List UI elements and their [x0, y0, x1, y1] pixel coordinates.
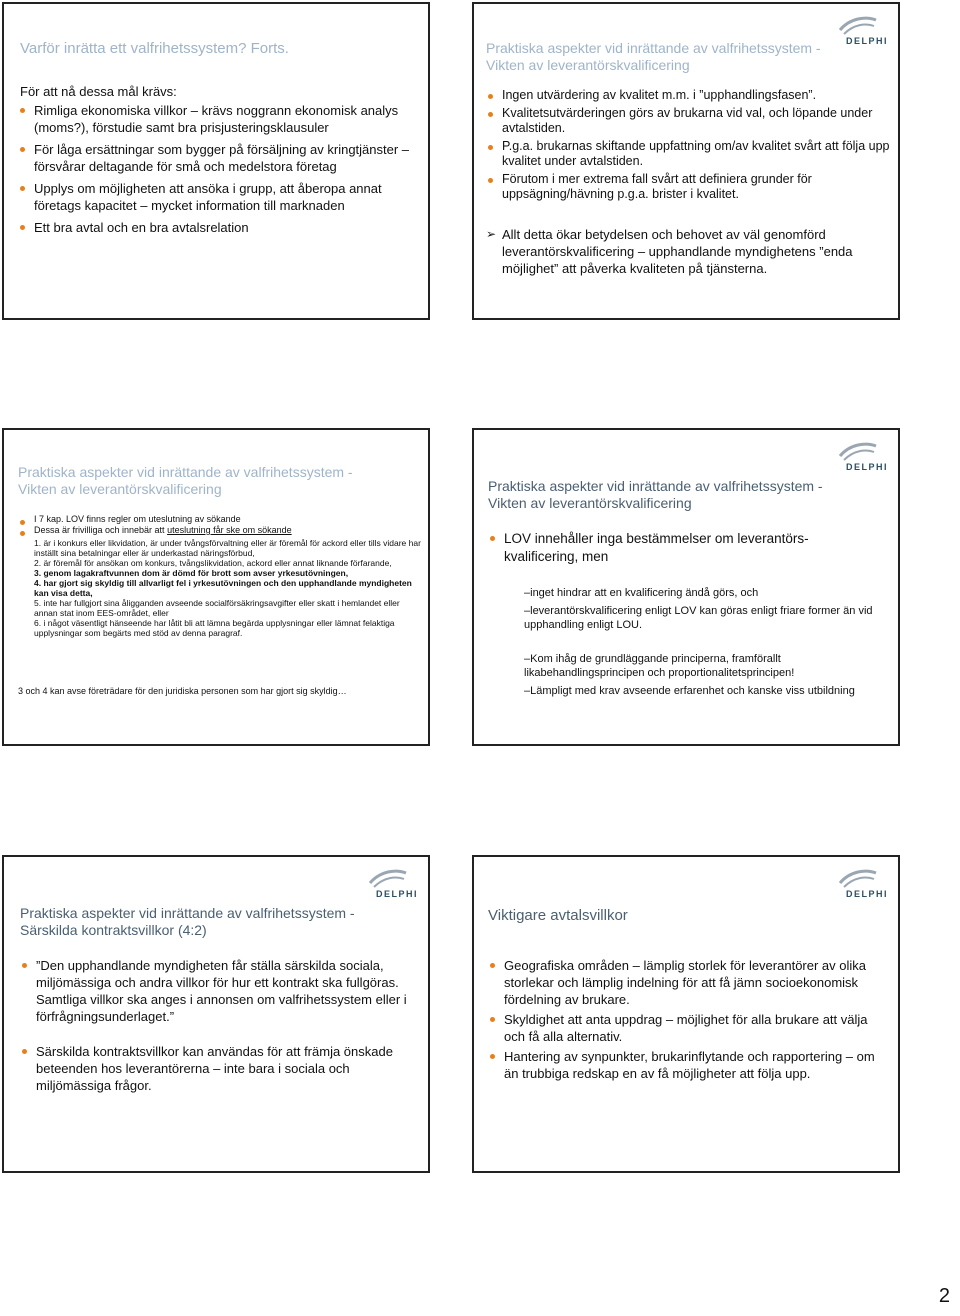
slide-title: [20, 905, 355, 939]
list-item: Kvalitetsutvärderingen görs av brukarna vid val, och löpande under avtalstiden.: [486, 106, 892, 136]
list-item: LOV innehåller inga bestämmelser om leverantörs-kvalificering, men: [488, 530, 838, 566]
list-item: – Kom ihåg de grundläggande principerna, framförallt likabehandlingsprincipen och proportionalitetsprincipen!: [498, 652, 888, 680]
list-item: 3. genom lagakraftvunnen dom är dömd för brott som avser yrkesutövningen,: [34, 568, 349, 578]
delphi-logo: [828, 867, 888, 907]
list-item: Särskilda kontraktsvillkor kan användas för att främja önskade beteenden hos leverantörerna – inte bara i sociala och miljömässiga frågor.: [20, 1043, 420, 1094]
slide-1: [2, 2, 430, 320]
list-item: 1. är i konkurs eller likvidation, är under tvångsförvaltning eller är föremål för ackord eller tills vidare har inställt sina betalningar eller är underkastad näringsförbud,: [34, 538, 421, 558]
list-item-text: Dessa är frivilliga och innebär att: [34, 525, 168, 535]
delphi-logo: [828, 14, 888, 54]
slide-6: [472, 855, 900, 1173]
bullet-list: [18, 102, 420, 236]
delphi-logo: [828, 440, 888, 480]
list-item: Skyldighet att anta uppdrag – möjlighet för alla brukare att välja och få alla alternativ.: [488, 1011, 888, 1045]
list-item: Ingen utvärdering av kvalitet m.m. i ”upphandlingsfasen”.: [486, 88, 892, 103]
slide-2: [472, 2, 900, 320]
bullet-list: [488, 530, 838, 566]
slide-title: [486, 40, 821, 74]
slide-intro: För att nå dessa mål krävs:: [20, 84, 177, 99]
point-list: [34, 538, 422, 638]
bullet-list: [488, 957, 888, 1082]
slide-title: Varför inrätta ett valfrihetssystem? Forts.: [20, 40, 289, 57]
list-item: – inget hindrar att en kvalificering ändå görs, och: [498, 586, 888, 600]
list-item: Förutom i mer extrema fall svårt att definiera grunder för uppsägning/hävning p.g.a. brister i kvalitet.: [486, 172, 892, 202]
list-item: P.g.a. brukarnas skiftande uppfattning om/av kvalitet svårt att följa upp kvalitet under avtalstiden.: [486, 139, 892, 169]
list-item: – Lämpligt med krav avseende erfarenhet och kanske viss utbildning: [498, 684, 888, 698]
title-line-2: Vikten av leverantörskvalificering: [18, 481, 222, 497]
list-item: Upplys om möjligheten att ansöka i grupp, att åberopa annat företags kapacitet – mycket information till marknaden: [18, 180, 420, 214]
list-item-underlined: uteslutning får ske om sökande: [167, 525, 292, 535]
bullet-list: [20, 957, 420, 1094]
logo-text: DELPHI: [375, 889, 418, 899]
list-item: Rimliga ekonomiska villkor – krävs noggrann ekonomisk analys (moms?), förstudie samt bra prisjusteringsklausuler: [18, 102, 420, 136]
list-item: Hantering av synpunkter, brukarinflytande och rapportering – om än trubbiga redskap en av få möjligheter att följa upp.: [488, 1048, 888, 1082]
title-line-1: Praktiska aspekter vid inrättande av valfrihetssystem -: [20, 905, 355, 921]
delphi-swirl-icon: [836, 14, 880, 36]
list-item: Geografiska områden – lämplig storlek för leverantörer av olika storlekar och lämplig indelning för att få jämn socioekonomisk fördelning av brukare.: [488, 957, 888, 1008]
delphi-swirl-icon: [836, 867, 880, 889]
slide-3: [2, 428, 430, 746]
title-line-2: Vikten av leverantörskvalificering: [488, 495, 692, 511]
slide-title: Viktigare avtalsvillkor: [488, 907, 628, 924]
title-line-1: Praktiska aspekter vid inrättande av valfrihetssystem -: [18, 464, 353, 480]
slide-footer: 3 och 4 kan avse företrädare för den juridiska personen som har gjort sig skyldig…: [18, 686, 347, 696]
list-item: 2. är föremål för ansökan om konkurs, tvångslikvidation, ackord eller annat liknande förfarande,: [34, 558, 392, 568]
list-item: ”Den upphandlande myndigheten får ställa särskilda sociala, miljömässiga och andra villkor för hur ett kontrakt ska fullgöras. Samtliga villkor ska anges i annonsen om valfrihetssystem eller i förfrågningsunderlaget.”: [20, 957, 420, 1025]
list-item: För låga ersättningar som bygger på försäljning av kringtjänster – försvårar deltagande för små och medelstora företag: [18, 141, 420, 175]
bullet-list: [18, 514, 422, 536]
list-item: 6. i något väsentligt hänseende har låtit bli att lämna begärda upplysningar eller lämnat felaktiga upplysningar som begärts med stöd av denna paragraf.: [34, 618, 395, 638]
list-item: Ett bra avtal och en bra avtalsrelation: [18, 219, 420, 236]
slide-title: [18, 464, 353, 498]
slide-title: [488, 478, 823, 512]
conclusion-text: ➢ Allt detta ökar betydelsen och behovet av väl genomförd leverantörskvalificering – upphandlande myndighetens ”enda möjlighet” att påverka kvaliteten på tjänsterna.: [486, 226, 900, 277]
title-line-1: Praktiska aspekter vid inrättande av valfrihetssystem -: [488, 478, 823, 494]
delphi-swirl-icon: [836, 440, 880, 462]
sub-list-b: [498, 652, 888, 698]
logo-text: DELPHI: [845, 462, 888, 472]
list-item: 5. inte har fullgjort sina åligganden avseende socialförsäkringsavgifter eller skatt i hemlandet eller annan stat inom EES-området, eller: [34, 598, 400, 618]
page-number: 2: [938, 1285, 950, 1307]
list-item: – leverantörskvalificering enligt LOV kan göras enligt friare former än vid upphandling enligt LOU.: [498, 604, 888, 632]
title-line-2: Vikten av leverantörskvalificering: [486, 57, 690, 73]
list-item: [18, 525, 422, 536]
sub-list-a: [498, 586, 888, 632]
logo-text: DELPHI: [845, 889, 888, 899]
delphi-swirl-icon: [366, 867, 410, 889]
delphi-logo: [358, 867, 418, 907]
title-line-2: Särskilda kontraktsvillkor (4:2): [20, 922, 207, 938]
bullet-list: [486, 88, 892, 202]
logo-text: DELPHI: [845, 36, 888, 46]
title-line-1: Praktiska aspekter vid inrättande av valfrihetssystem -: [486, 40, 821, 56]
slide-4: [472, 428, 900, 746]
list-item: 4. har gjort sig skyldig till allvarligt fel i yrkesutövningen och den upphandlande myndigheten kan visa detta,: [34, 578, 412, 598]
list-item: I 7 kap. LOV finns regler om uteslutning av sökande: [18, 514, 422, 525]
slide-5: [2, 855, 430, 1173]
